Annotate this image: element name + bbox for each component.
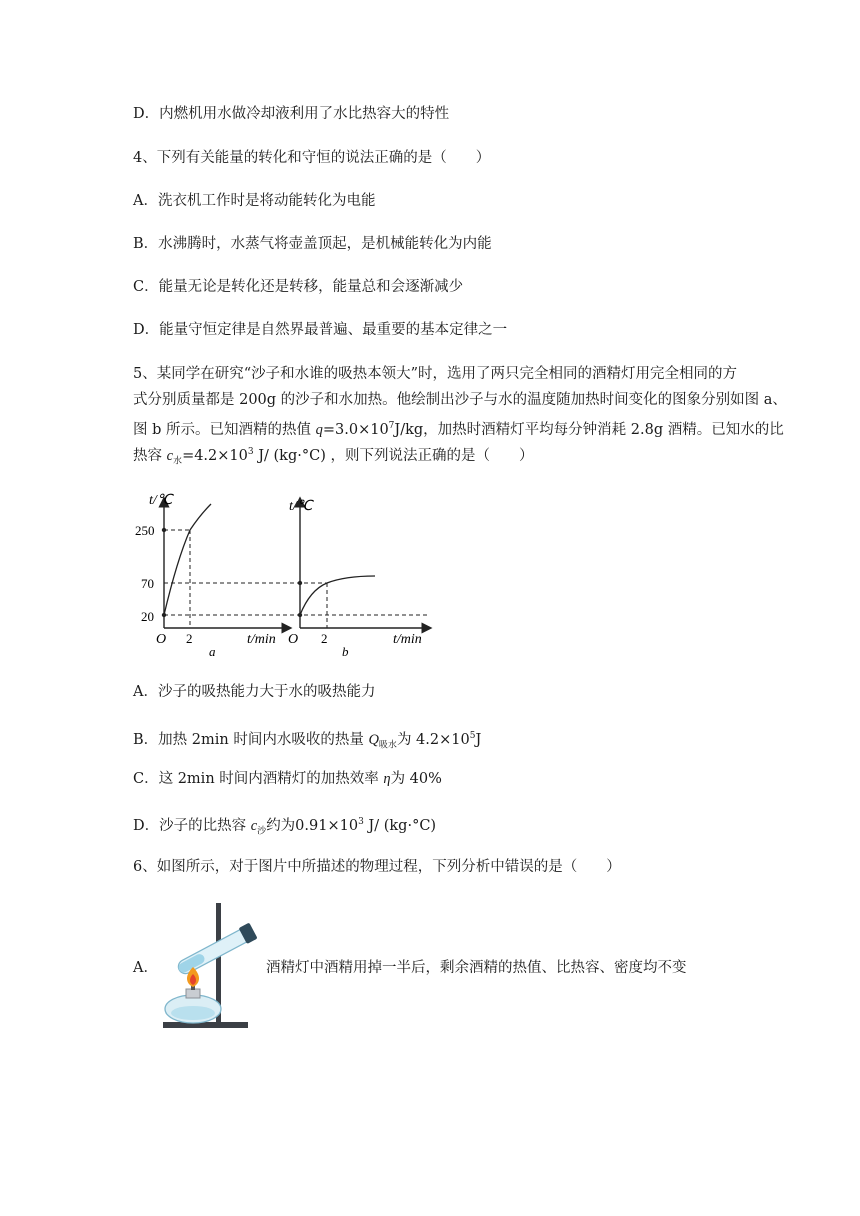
q4-option-c: C．能量无论是转化还是转移，能量总和会逐渐减少 [133, 279, 464, 295]
graph-b-caption: b [342, 644, 349, 659]
graph-a-y-label: t/℃ [149, 493, 173, 508]
alcohol-lamp-test-tube-illustration [155, 897, 265, 1032]
q5-option-d: D．沙子的比热容 $c_沙$约为$0.91\times 10^3$ J/ (kg·°C) [133, 817, 437, 837]
q5-graphs [135, 490, 455, 660]
graph-a-point-250 [162, 528, 166, 532]
q5-stem-row2: 式分别质量都是 200g 的沙子和水加热。他绘制出沙子与水的温度随加热时间变化的图象分别如图 a、 [133, 392, 787, 408]
graph-a-x-label: t/min [247, 632, 276, 647]
graph-b-tick-2: 2 [321, 631, 328, 646]
graph-b-tick-70: 70 [141, 576, 154, 591]
graph-b-x-label: t/min [393, 632, 422, 647]
q5-stem-row1: 5、某同学在研究“沙子和水谁的吸热本领大”时，选用了两只完全相同的酒精灯用完全相同的方 [133, 366, 738, 382]
graph-a-tick-250: 250 [135, 523, 155, 538]
q5-stem-row4: 热容 $c_水=4.2\times 10^3$ J/ (kg·°C) ，则下列说法正确的是（ ） [133, 447, 534, 467]
q3-option-d: D．内燃机用水做冷却液利用了水比热容大的特性 [133, 106, 450, 122]
graph-b-point-70 [298, 581, 302, 585]
q4-option-b: B．水沸腾时，水蒸气将壶盖顶起，是机械能转化为内能 [133, 236, 492, 252]
graph-b [141, 499, 427, 659]
q6-option-a-text: 酒精灯中酒精用掉一半后，剩余酒精的热值、比热容、密度均不变 [266, 960, 687, 976]
q5-option-c: C．这 2min 时间内酒精灯的加热效率 η为 40% [133, 771, 442, 787]
graph-b-origin: O [288, 632, 299, 647]
graph-b-curve [300, 576, 375, 615]
q6-option-a-label: A． [133, 960, 158, 976]
q5-option-b: B．加热 2min 时间内水吸收的热量 $Q_{吸水}$为 $4.2\times 10^5J$ [133, 731, 482, 751]
graph-a-tick-2: 2 [186, 631, 193, 646]
q5-stem-row3: 图 b 所示。已知酒精的热值 $q=3.0\times 10^7J/kg$，加热时酒精灯平均每分钟消耗 2.8g 酒精。已知水的比 [133, 421, 784, 438]
graph-b-y-label: t/℃ [289, 499, 313, 514]
graph-a-caption: a [209, 644, 216, 659]
q4-stem: 4、下列有关能量的转化和守恒的说法正确的是（ ） [133, 150, 491, 166]
q5-option-a: A．沙子的吸热能力大于水的吸热能力 [133, 684, 376, 700]
graph-a-point-start [162, 613, 166, 617]
lamp-neck [186, 989, 200, 998]
graph-a [135, 493, 427, 659]
graph-b-point-start [298, 613, 302, 617]
lamp-liquid [171, 1006, 215, 1020]
q4-option-a: A．洗衣机工作时是将动能转化为电能 [133, 193, 376, 209]
q4-option-d: D．能量守恒定律是自然界最普遍、最重要的基本定律之一 [133, 322, 508, 338]
graph-a-tick-20: 20 [141, 609, 154, 624]
stand-base [163, 1022, 248, 1028]
q6-stem: 6、如图所示，对于图片中所描述的物理过程，下列分析中错误的是（ ） [133, 859, 621, 875]
graph-a-curve [164, 504, 211, 615]
graph-a-origin: O [156, 632, 167, 647]
